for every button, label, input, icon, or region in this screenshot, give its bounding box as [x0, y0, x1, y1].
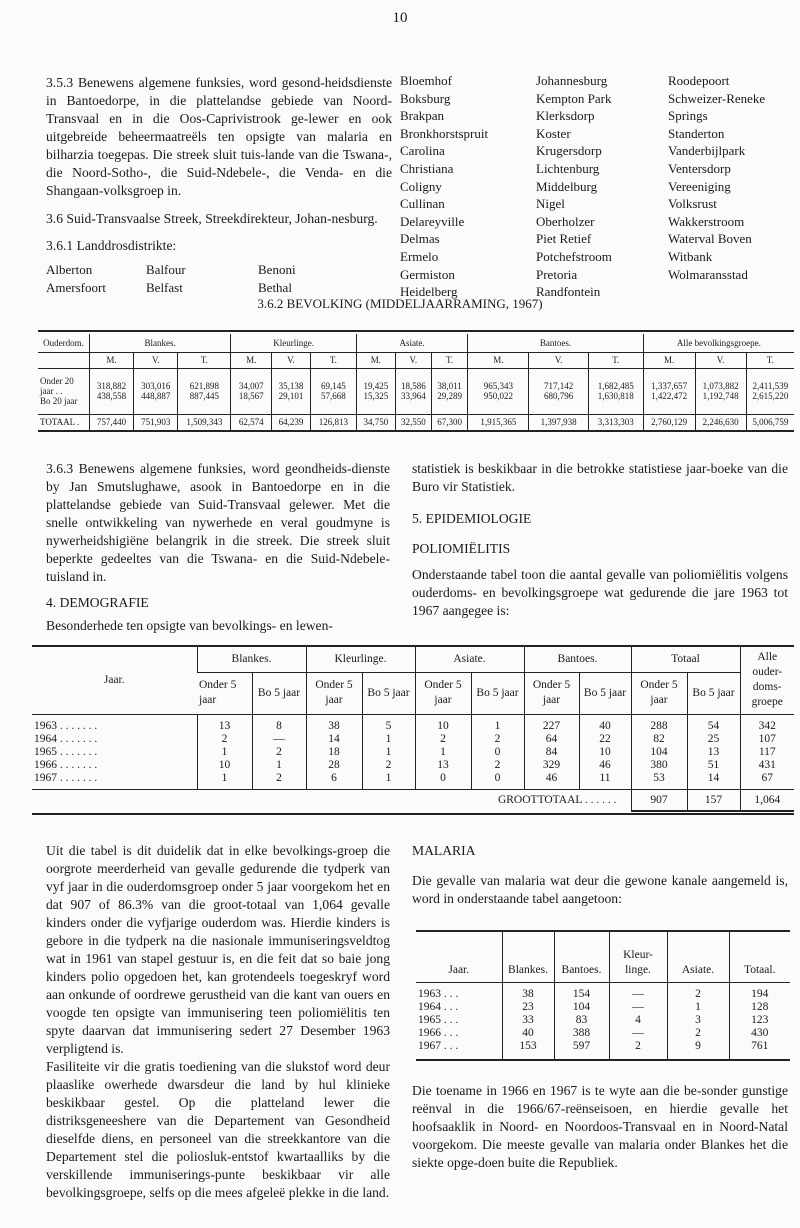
sub-header: Onder 5 jaar	[524, 672, 579, 714]
sub-header: M.	[468, 352, 529, 368]
rule	[32, 813, 794, 815]
malaria-cell: 23	[502, 1001, 554, 1014]
polio-cell: 13	[687, 746, 740, 759]
population-title: 3.6.2 BEVOLKING (MIDDELJAARRAMING, 1967)	[257, 296, 543, 311]
malaria-cell: 1964 . . .	[418, 1000, 459, 1013]
polio-cell: 84	[524, 746, 579, 759]
polio-cell: 14	[687, 772, 740, 790]
sub-header: V.	[272, 352, 311, 368]
pop-cell	[356, 368, 395, 414]
grand-total-cell: 907	[631, 789, 687, 811]
district: Bethal	[258, 280, 292, 295]
district-column-2	[536, 72, 666, 301]
rule	[38, 330, 794, 332]
district: Krugersdorp	[536, 143, 602, 159]
pop-cell	[178, 368, 231, 414]
district: Volksrust	[668, 196, 717, 212]
pop-cell	[134, 368, 178, 414]
polio-cell: 2	[471, 759, 524, 772]
district: Carolina	[400, 143, 445, 159]
polio-cell: 2	[252, 746, 306, 759]
pop-value: 38,011	[437, 381, 462, 391]
mid-left-block	[46, 460, 390, 635]
district: Belfast	[146, 280, 183, 295]
sub-header: T.	[588, 352, 643, 368]
district: Balfour	[146, 262, 186, 277]
pop-total: 757,440	[89, 414, 133, 431]
sub-header: Onder 5 jaar	[199, 679, 237, 706]
polio-cell: 67	[740, 772, 794, 790]
malaria-cell: 123	[729, 1014, 790, 1027]
malaria-header: Jaar.	[448, 963, 470, 976]
district: Coligny	[400, 178, 442, 194]
paragraph-polio-facilities: Fasiliteite vir die gratis toediening van die slukstof word deur plaaslike owerhede dwarsdeur die land by hul klinieke beskikbaar gestel. Op die platteland lewer die distriksgeneeshere van die Departement van Gesondheid dieselfde diens, en personeel van die streekkantore van die Departement stel die poliosluk-entstof kwartaalliks by die verskillende immuniserings-punte beskikbaar vir alle bevolkingsgroepe, selfs op die mees afgeleë plekke in die land.	[46, 1059, 390, 1200]
district: Lichtenburg	[536, 160, 600, 176]
group-header: Kleurlinge.	[306, 647, 415, 672]
pop-total: 2,246,630	[695, 414, 746, 431]
malaria-row	[416, 982, 790, 1001]
pop-value: 303,016	[141, 381, 171, 391]
district: Schweizer-Reneke	[668, 90, 766, 106]
pop-value: 18,567	[238, 391, 264, 401]
pop-total-row	[38, 414, 794, 431]
polio-cell: —	[252, 733, 306, 746]
polio-cell: 46	[524, 772, 579, 790]
districts-table	[46, 261, 296, 297]
sub-header: Onder 5 jaar	[415, 672, 471, 714]
sub-header: T.	[178, 352, 231, 368]
polio-cell: 227	[524, 714, 579, 733]
year-header: Jaar.	[103, 674, 125, 687]
polio-cell: 11	[579, 772, 631, 790]
district: Boksburg	[400, 90, 451, 106]
sub-header: Onder 5 jaar	[306, 672, 362, 714]
pop-value: 2,411,539	[752, 381, 789, 391]
district: Vereeniging	[668, 178, 731, 194]
polio-row	[32, 772, 794, 790]
sub-header: V.	[529, 352, 588, 368]
polio-cell: 18	[306, 746, 362, 759]
polio-cell: 6	[306, 772, 362, 790]
polio-cell: 1	[415, 746, 471, 759]
malaria-table	[416, 932, 790, 1061]
pop-value: 318,882	[96, 381, 127, 391]
bottom-right-block	[412, 842, 788, 908]
pop-value: 448,887	[141, 391, 171, 401]
district: Heidelberg	[400, 284, 458, 300]
sub-header: Bo 5 jaar	[471, 672, 524, 714]
sub-header: M.	[231, 352, 272, 368]
paragraph-3-5-3: 3.5.3 Benewens algemene funksies, word gesond-heidsdienste in Bantoedorpe, in die plattelandse gebiede van Noord-Transvaal en in die Oos-Caprivistrook ge-lewer en ook uitgebreide beheermaatreëls ten opsigte van malaria en bilharzia toegepas. Die streek sluit tuis-lande van die Tswana-, die Noord-Sotho-, die Suid-Ndebele-, die Venda- en die Shangaan-volksgroep in.	[46, 75, 392, 198]
polio-grand-row	[32, 789, 794, 811]
pop-cell	[231, 368, 272, 414]
district: Springs	[668, 108, 708, 124]
district: Randfontein	[536, 284, 601, 300]
malaria-cell: —	[609, 1001, 667, 1014]
pop-value: 19,425	[363, 381, 389, 391]
district: Nigel	[536, 196, 565, 212]
pop-cell	[643, 368, 695, 414]
polio-header-row	[32, 647, 794, 672]
polio-cell: 2	[471, 733, 524, 746]
pop-cell	[529, 368, 588, 414]
polio-row	[32, 746, 794, 759]
district: Roodepoort	[668, 73, 730, 88]
polio-cell: 1	[362, 746, 415, 759]
pop-total: 1,915,365	[468, 414, 529, 431]
blank-cell	[38, 352, 89, 368]
pop-value: 1,192,748	[702, 391, 739, 401]
heading-malaria: MALARIA	[412, 843, 476, 858]
malaria-cell: 4	[609, 1014, 667, 1027]
paragraph-malaria-discussion: Die toename in 1966 en 1967 is te wyte aan die be-sonder gunstige reënval in die 1966/67-reënseisoen, en hierdie gevalle het hoofsaaklik in Noord- en Noordoos-Transvaal en in Noord-Natal voorgekom. Die meeste gevalle van malaria onder Blankes het die siekte opge-doen buite die Republiek.	[412, 1083, 788, 1170]
district: Middelburg	[536, 178, 598, 194]
sub-header: Bo 5 jaar	[579, 672, 631, 714]
polio-cell: 54	[687, 714, 740, 733]
polio-cell: 342	[740, 714, 794, 733]
sub-header: Bo 5 jaar	[252, 672, 306, 714]
age-header: Ouderdom.	[43, 337, 84, 348]
mid-right-block	[412, 460, 788, 620]
paragraph-3-6-3: 3.6.3 Benewens algemene funksies, word geondheids-dienste by Jan Smutslughawe, asook in Bantoedorpe en in die plattelandse gebiede van Suid-Transvaal gelewer. Met die snelle ontwikkeling van nywerhede en veral goudmyne is nywerheidshigiëne belangrik in die streek. Die streek sluit beperkte gedeeltes van die Tswana- en die Suid-Ndebele-tuisland in.	[46, 461, 390, 584]
group-header: Totaal	[631, 647, 740, 672]
pop-total: 3,313,303	[588, 414, 643, 431]
age-label: Bo 20 jaar	[40, 396, 78, 406]
district: Potchefstroom	[536, 248, 612, 264]
polio-cell: 1	[197, 772, 252, 790]
pop-cell	[431, 368, 467, 414]
bottom-right-after	[412, 1082, 788, 1172]
paragraph-statistiek: statistiek is beskikbaar in die betrokke statistiese jaar-boeke van die Buro vir Statistiek.	[412, 461, 788, 494]
malaria-cell: 1965 . . .	[418, 1013, 459, 1026]
paragraph-polio: Onderstaande tabel toon die aantal gevalle van poliomiëlitis volgens ouderdoms- en bevolkingsgroepe wat gedurende die jare 1963 tot 1967 aangegee is:	[412, 567, 788, 618]
group-header: Asiate.	[356, 334, 467, 352]
polio-cell: 117	[740, 746, 794, 759]
polio-cell: 8	[252, 714, 306, 733]
polio-cell: 431	[740, 759, 794, 772]
polio-cell: 13	[415, 759, 471, 772]
pop-cell	[395, 368, 431, 414]
sub-header: V.	[395, 352, 431, 368]
pop-value: 29,289	[437, 391, 462, 401]
pop-value: 15,325	[363, 391, 389, 401]
pop-value: 680,796	[544, 391, 574, 401]
pop-cell	[695, 368, 746, 414]
pop-value: 717,142	[544, 381, 574, 391]
pop-total: 67,300	[431, 414, 467, 431]
pop-cell	[588, 368, 643, 414]
year-cell: 1967 . . . . . . .	[34, 771, 98, 784]
total-label: TOTAAL .	[40, 417, 80, 428]
pop-value: 2,615,220	[752, 391, 789, 401]
district: Delareyville	[400, 213, 465, 229]
polio-cell: 288	[631, 714, 687, 733]
malaria-header-row	[416, 932, 790, 982]
pop-total: 1,509,343	[178, 414, 231, 431]
sub-header: M.	[643, 352, 695, 368]
pop-value: 887,445	[189, 391, 219, 401]
district: Ventersdorp	[668, 160, 731, 176]
malaria-header: Bantoes.	[554, 932, 609, 982]
polio-cell: 107	[740, 733, 794, 746]
age-label: Onder 20 jaar . .	[40, 376, 74, 396]
population-table	[38, 334, 794, 432]
polio-row	[32, 759, 794, 772]
malaria-cell: 154	[554, 982, 609, 1001]
group-header: Alle bevolkingsgroepe.	[643, 334, 794, 352]
polio-cell: 10	[197, 759, 252, 772]
pop-value: 35,138	[278, 381, 304, 391]
district: Piet Retief	[536, 231, 592, 247]
group-header: Blankes.	[89, 334, 230, 352]
malaria-cell: 104	[554, 1001, 609, 1014]
malaria-cell: 2	[667, 982, 729, 1001]
group-header: Bantoes.	[524, 647, 631, 672]
district: Standerton	[668, 125, 725, 141]
sub-header: M.	[356, 352, 395, 368]
sub-header: Bo 5 jaar	[362, 672, 415, 714]
polio-cell: 1	[252, 759, 306, 772]
polio-cell: 1	[197, 746, 252, 759]
polio-cell: 1	[362, 772, 415, 790]
year-cell: 1966 . . . . . . .	[34, 758, 98, 771]
all-ages-header: Alle ouder-doms-groepe	[740, 647, 794, 714]
malaria-cell: 3	[667, 1014, 729, 1027]
pop-value: 1,630,818	[597, 391, 634, 401]
heading-3-6-1: 3.6.1 Landdrosdistrikte:	[46, 238, 177, 253]
malaria-header: Kleur-linge.	[609, 932, 667, 982]
district: Pretoria	[536, 266, 578, 282]
district: Ermelo	[400, 248, 439, 264]
malaria-cell: 33	[502, 1014, 554, 1027]
district: Bronkhorstspruit	[400, 125, 489, 141]
polio-cell: 46	[579, 759, 631, 772]
polio-cell: 22	[579, 733, 631, 746]
pop-value: 621,898	[189, 381, 219, 391]
pop-value: 18,586	[400, 381, 426, 391]
malaria-cell: 38	[502, 982, 554, 1001]
pop-value: 29,101	[278, 391, 304, 401]
pop-total: 5,006,759	[746, 414, 794, 431]
malaria-cell: 388	[554, 1027, 609, 1040]
malaria-header: Asiate.	[667, 932, 729, 982]
polio-row	[32, 733, 794, 746]
pop-total: 126,813	[310, 414, 356, 431]
polio-cell: 25	[687, 733, 740, 746]
malaria-cell: 1967 . . .	[418, 1039, 459, 1052]
polio-cell: 2	[362, 759, 415, 772]
paragraph-demografie: Besonderhede ten opsigte van bevolkings- en lewen-	[46, 618, 333, 633]
polio-cell: 82	[631, 733, 687, 746]
pop-value: 69,145	[321, 381, 346, 391]
malaria-cell: 1963 . . .	[418, 987, 459, 1000]
pop-subheader-row	[38, 352, 794, 368]
polio-cell: 53	[631, 772, 687, 790]
malaria-row	[416, 1014, 790, 1027]
pop-data-row	[38, 368, 794, 414]
malaria-header: Totaal.	[729, 932, 790, 982]
sub-header: Bo 5 jaar	[687, 672, 740, 714]
left-top-block	[46, 74, 392, 297]
district: Amersfoort	[46, 280, 106, 295]
heading-epidemiologie: 5. EPIDEMIOLOGIE	[412, 511, 532, 526]
malaria-cell: 597	[554, 1040, 609, 1060]
district-column-1	[400, 72, 535, 301]
pop-total: 751,903	[134, 414, 178, 431]
pop-total: 62,574	[231, 414, 272, 431]
malaria-header: Blankes.	[502, 932, 554, 982]
malaria-cell: 9	[667, 1040, 729, 1060]
district: Vanderbijlpark	[668, 143, 746, 159]
polio-cell: 104	[631, 746, 687, 759]
sub-header: V.	[695, 352, 746, 368]
polio-cell: 2	[197, 733, 252, 746]
group-header: Asiate.	[415, 647, 524, 672]
district: Alberton	[46, 262, 93, 277]
sub-header: T.	[746, 352, 794, 368]
bottom-left-block	[46, 842, 390, 1202]
grand-total-label: GROOTTOTAAL . . . . . .	[497, 794, 617, 807]
malaria-cell: 2	[609, 1040, 667, 1060]
pop-header-row	[38, 334, 794, 352]
pop-value: 1,682,485	[597, 381, 634, 391]
pop-value: 33,964	[400, 391, 426, 401]
malaria-cell: 1966 . . .	[418, 1026, 459, 1039]
polio-cell: 14	[306, 733, 362, 746]
malaria-cell: —	[609, 982, 667, 1001]
sub-header: T.	[431, 352, 467, 368]
polio-cell: 64	[524, 733, 579, 746]
heading-3-6: 3.6 Suid-Transvaalse Streek, Streekdirekteur, Johan-nesburg.	[46, 211, 378, 226]
pop-total: 32,550	[395, 414, 431, 431]
malaria-row	[416, 1040, 790, 1060]
polio-cell: 13	[197, 714, 252, 733]
districts-row	[46, 261, 296, 279]
polio-cell: 1	[362, 733, 415, 746]
polio-cell: 28	[306, 759, 362, 772]
polio-cell: 51	[687, 759, 740, 772]
sub-header: M.	[89, 352, 133, 368]
pop-cell	[746, 368, 794, 414]
malaria-cell: 83	[554, 1014, 609, 1027]
polio-cell: 0	[415, 772, 471, 790]
pop-value: 57,668	[321, 391, 346, 401]
district: Christiana	[400, 160, 454, 176]
malaria-cell: 761	[729, 1040, 790, 1060]
pop-total: 2,760,129	[643, 414, 695, 431]
page-number: 10	[392, 10, 408, 26]
polio-cell: 380	[631, 759, 687, 772]
pop-value: 1,073,882	[702, 381, 739, 391]
districts-row	[46, 279, 296, 297]
polio-cell: 40	[579, 714, 631, 733]
malaria-row	[416, 1001, 790, 1014]
district: Wakkerstroom	[668, 213, 745, 229]
sub-header: T.	[310, 352, 356, 368]
district: Kempton Park	[536, 90, 612, 106]
age-label-cell	[38, 368, 89, 414]
polio-table	[32, 647, 794, 812]
sub-header: Onder 5 jaar	[631, 672, 687, 714]
grand-total-cell: 1,064	[740, 789, 794, 811]
malaria-cell: 430	[729, 1027, 790, 1040]
polio-cell: 10	[415, 714, 471, 733]
pop-value: 1,337,657	[651, 381, 688, 391]
district: Klerksdorp	[536, 108, 595, 124]
heading-demografie: 4. DEMOGRAFIE	[46, 595, 149, 610]
polio-cell: 329	[524, 759, 579, 772]
grand-total-cell: 157	[687, 789, 740, 811]
district: Witbank	[668, 248, 713, 264]
pop-value: 965,343	[483, 381, 513, 391]
pop-total: 64,239	[272, 414, 311, 431]
district: Oberholzer	[536, 213, 595, 229]
district: Waterval Boven	[668, 231, 752, 247]
group-header: Blankes.	[197, 647, 306, 672]
pop-cell	[310, 368, 356, 414]
pop-total: 34,750	[356, 414, 395, 431]
district: Delmas	[400, 231, 440, 247]
district: Cullinan	[400, 196, 445, 212]
polio-row	[32, 714, 794, 733]
pop-value: 950,022	[483, 391, 513, 401]
polio-cell: 1	[471, 714, 524, 733]
year-cell: 1964 . . . . . . .	[34, 732, 98, 745]
district-column-3	[668, 72, 798, 283]
malaria-cell: 128	[729, 1001, 790, 1014]
year-cell: 1963 . . . . . . .	[34, 719, 98, 732]
year-cell: 1965 . . . . . . .	[34, 745, 98, 758]
sub-header: V.	[134, 352, 178, 368]
pop-cell	[468, 368, 529, 414]
malaria-cell: 194	[729, 982, 790, 1001]
polio-cell: 10	[579, 746, 631, 759]
group-header: Kleurlinge.	[231, 334, 357, 352]
pop-total: 1,397,938	[529, 414, 588, 431]
malaria-cell: —	[609, 1027, 667, 1040]
district: Koster	[536, 125, 571, 141]
district: Germiston	[400, 266, 455, 282]
pop-cell	[89, 368, 133, 414]
district: Brakpan	[400, 108, 445, 124]
district: Wolmaransstad	[668, 266, 748, 282]
pop-value: 438,558	[96, 391, 127, 401]
district: Bloemhof	[400, 73, 452, 88]
district: Benoni	[258, 262, 296, 277]
polio-cell: 0	[471, 746, 524, 759]
pop-cell	[272, 368, 311, 414]
pop-value: 34,007	[238, 381, 264, 391]
polio-cell: 2	[415, 733, 471, 746]
polio-cell: 5	[362, 714, 415, 733]
paragraph-polio-discussion: Uit die tabel is dit duidelik dat in elke bevolkings-groep die oorgrote meerderheid van gevalle gedurende die tydperk van vyf jaar in die ouderdomsgroep onder 5 jaar voorgekom het en dat 907 of 86.3% van die groot-totaal van 1,064 gevalle kinders onder die vyfjarige ouderdom was. Hierdie kinders is gebore in die tydperk na die nasionale immuniseringsveldtog wat in 1961 van stapel gestuur is, en die feit dat so baie jong kinders polio opgedoen het, kan grotendeels toegeskryf word aan onkunde of oordrewe gerustheid van die kant van ouers en voogde ten opsigte van immunisering teen poliomiëlitis ten spyte daarvan dat immunisering sedert 27 Desember 1963 verpligtend is.	[46, 843, 390, 1056]
polio-cell: 38	[306, 714, 362, 733]
malaria-cell: 1	[667, 1001, 729, 1014]
paragraph-malaria: Die gevalle van malaria wat deur die gewone kanale aangemeld is, word in onderstaande tabel aangetoon:	[412, 873, 788, 906]
malaria-cell: 40	[502, 1027, 554, 1040]
malaria-cell: 153	[502, 1040, 554, 1060]
malaria-cell: 2	[667, 1027, 729, 1040]
group-header: Bantoes.	[468, 334, 644, 352]
polio-cell: 0	[471, 772, 524, 790]
district: Johannesburg	[536, 73, 608, 88]
heading-poliomielitis: POLIOMIËLITIS	[412, 541, 511, 556]
pop-value: 1,422,472	[651, 391, 688, 401]
polio-cell: 2	[252, 772, 306, 790]
malaria-row	[416, 1027, 790, 1040]
